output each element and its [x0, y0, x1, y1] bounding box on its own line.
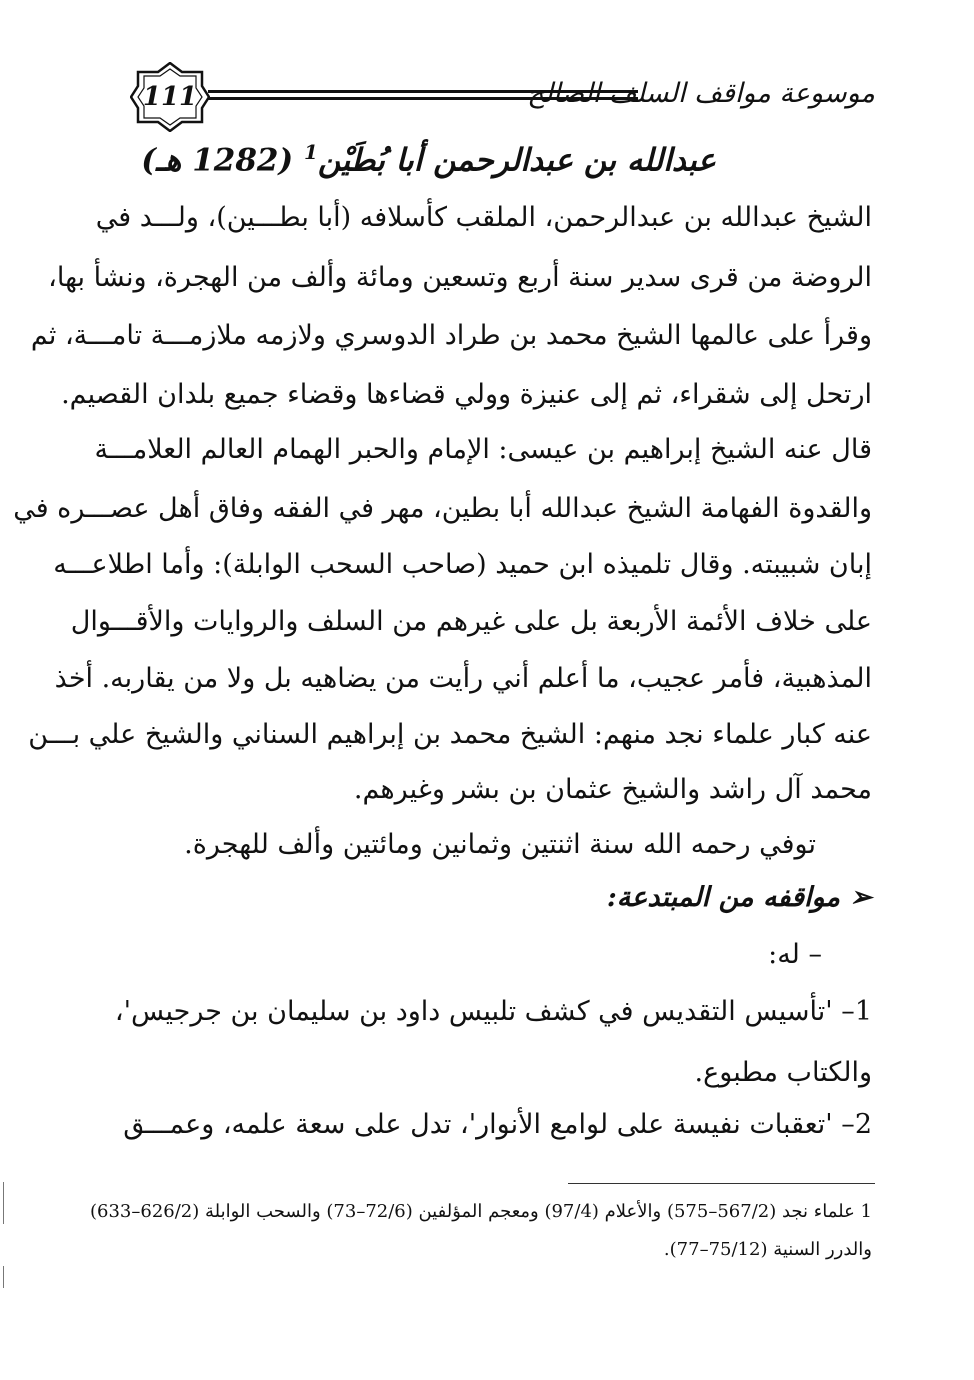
arrow-bullet-icon: ➢ [849, 882, 872, 913]
body-line: عنه كبار علماء نجد منهم: الشيخ محمد بن إبراهيم السناني والشيخ علي بـــن [28, 719, 872, 750]
footnote-line: 1 علماء نجد (567/2–575) والأعلام (97/4) ومعجم المؤلفين (72/6–73) والسحب الوابلة (626/2–633) [89, 1201, 872, 1222]
body-line: إبان شبيبته. وقال تلميذه ابن حميد (صاحب السحب الوابلة): وأما اطلاعـــه [53, 549, 872, 580]
page-header [130, 62, 875, 132]
works-line: 2– 'تعقبات نفيسة على لوامع الأنوار'، تدل على سعة علمه، وعمـــق [123, 1109, 872, 1140]
body-line: والقدوة الفهامة الشيخ عبدالله أبا بطين، مهر في الفقه وفاق أهل عصـــره في [13, 493, 872, 524]
footnote-line: والدرر السنية (75/12–77). [663, 1239, 872, 1260]
footnote-rule [568, 1183, 875, 1184]
body-line: الروضة من قرى سدير سنة أربع وتسعين ومائة وألف من الهجرة، ونشأ بها، [48, 262, 872, 293]
section-title [141, 140, 716, 178]
scan-margin-mark [3, 1266, 4, 1288]
works-line: 1– 'تأسيس التقديس في كشف تلبيس داود بن سليمان بن جرجيس'، [114, 996, 872, 1027]
works-intro: – له: [768, 939, 822, 970]
body-line: الشيخ عبدالله بن عبدالرحمن، الملقب كأسلافه (أبا بطـــين)، ولـــد في [95, 202, 872, 233]
section-title-name: عبدالله بن عبدالرحمن أبا بُطَيْن [317, 142, 716, 179]
subheading-text: مواقفه من المبتدعة: [606, 882, 840, 913]
body-line: توفي رحمه الله سنة اثنتين وثمانين ومائتين وألف للهجرة. [184, 829, 816, 860]
footnote-ref: 1 [303, 140, 318, 164]
page-number: 111 [142, 82, 198, 112]
section-title-date: (1282 هـ) [141, 142, 294, 179]
subheading [607, 878, 872, 918]
body-line: محمد آل راشد والشيخ عثمان بن بشر وغيرهم. [353, 774, 872, 805]
scan-margin-mark [3, 1182, 4, 1224]
body-line: وقرأ على عالمها الشيخ محمد بن طراد الدوسري ولازمه ملازمـــة تامـــة، ثم [30, 320, 872, 351]
body-line: قال عنه الشيخ إبراهيم بن عيسى: الإمام والحبر الهمام العالم العلامـــة [94, 434, 872, 465]
body-line: على خلاف الأئمة الأربعة بل على غيرهم من السلف والروايات والأقـــوال [70, 606, 872, 637]
body-line: ارتحل إلى شقراء، ثم إلى عنيزة وولي قضاءها وقضاء جميع بلدان القصيم. [61, 379, 872, 410]
book-title: موسوعة مواقف السلف الصالح [527, 78, 875, 109]
works-line: والكتاب مطبوع. [694, 1057, 872, 1088]
body-line: المذهبية، فأمر عجيب، ما أعلم أني رأيت من يضاهيه بل ولا من يقاربه. أخذ [54, 663, 872, 694]
page-number-badge [130, 62, 210, 132]
